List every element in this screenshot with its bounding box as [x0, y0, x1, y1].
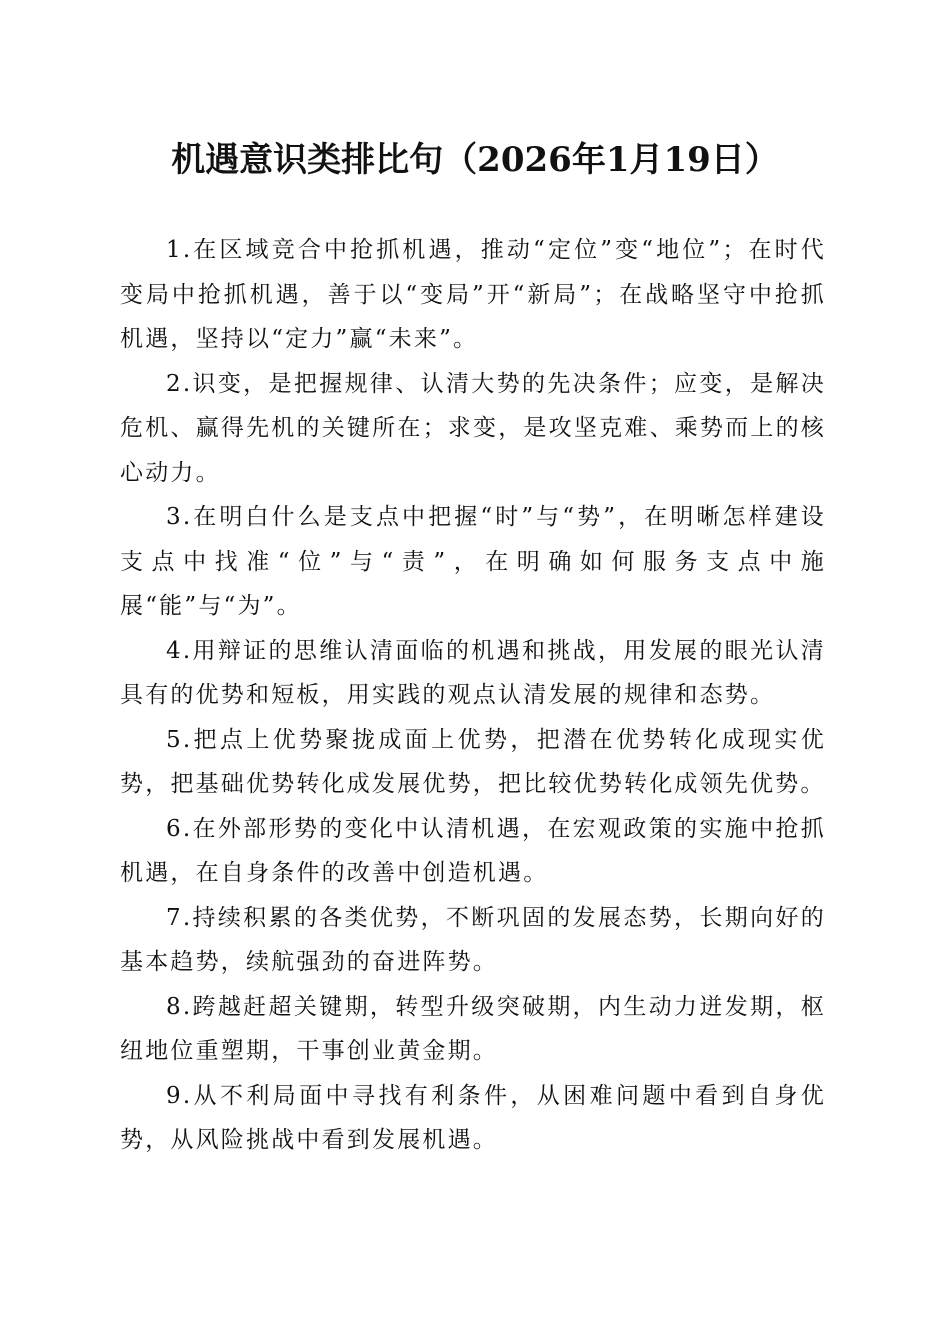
document-title: 机遇意识类排比句（2026年1月19日）	[171, 140, 779, 180]
document-body	[120, 228, 826, 1163]
paragraph-9: 9.从不利局面中寻找有利条件，从困难问题中看到自身优势，从风险挑战中看到发展机遇。	[120, 1082, 826, 1153]
paragraph-2: 2.识变，是把握规律、认清大势的先决条件；应变，是解决危机、赢得先机的关键所在；求变，是攻坚克难、乘势而上的核心动力。	[120, 370, 826, 486]
paragraph-8: 8.跨越赶超关键期，转型升级突破期，内生动力迸发期，枢纽地位重塑期，干事创业黄金期。	[120, 993, 826, 1064]
paragraph-4: 4.用辩证的思维认清面临的机遇和挑战，用发展的眼光认清具有的优势和短板，用实践的观点认清发展的规律和态势。	[120, 637, 826, 708]
paragraph-5: 5.把点上优势聚拢成面上优势，把潜在优势转化成现实优势，把基础优势转化成发展优势，把比较优势转化成领先优势。	[120, 726, 826, 797]
paragraph-3: 3.在明白什么是支点中把握“时”与“势”，在明晰怎样建设支点中找准“位”与“责”，在明确如何服务支点中施展“能”与“为”。	[120, 504, 826, 619]
paragraph-7: 7.持续积累的各类优势，不断巩固的发展态势，长期向好的基本趋势，续航强劲的奋进阵势。	[120, 904, 826, 975]
paragraph-1: 1.在区域竞合中抢抓机遇，推动“定位”变“地位”；在时代变局中抢抓机遇，善于以“变局”开“新局”；在战略坚守中抢抓机遇，坚持以“定力”赢“未来”。	[120, 237, 826, 352]
paragraph-6: 6.在外部形势的变化中认清机遇，在宏观政策的实施中抢抓机遇，在自身条件的改善中创造机遇。	[120, 815, 826, 886]
